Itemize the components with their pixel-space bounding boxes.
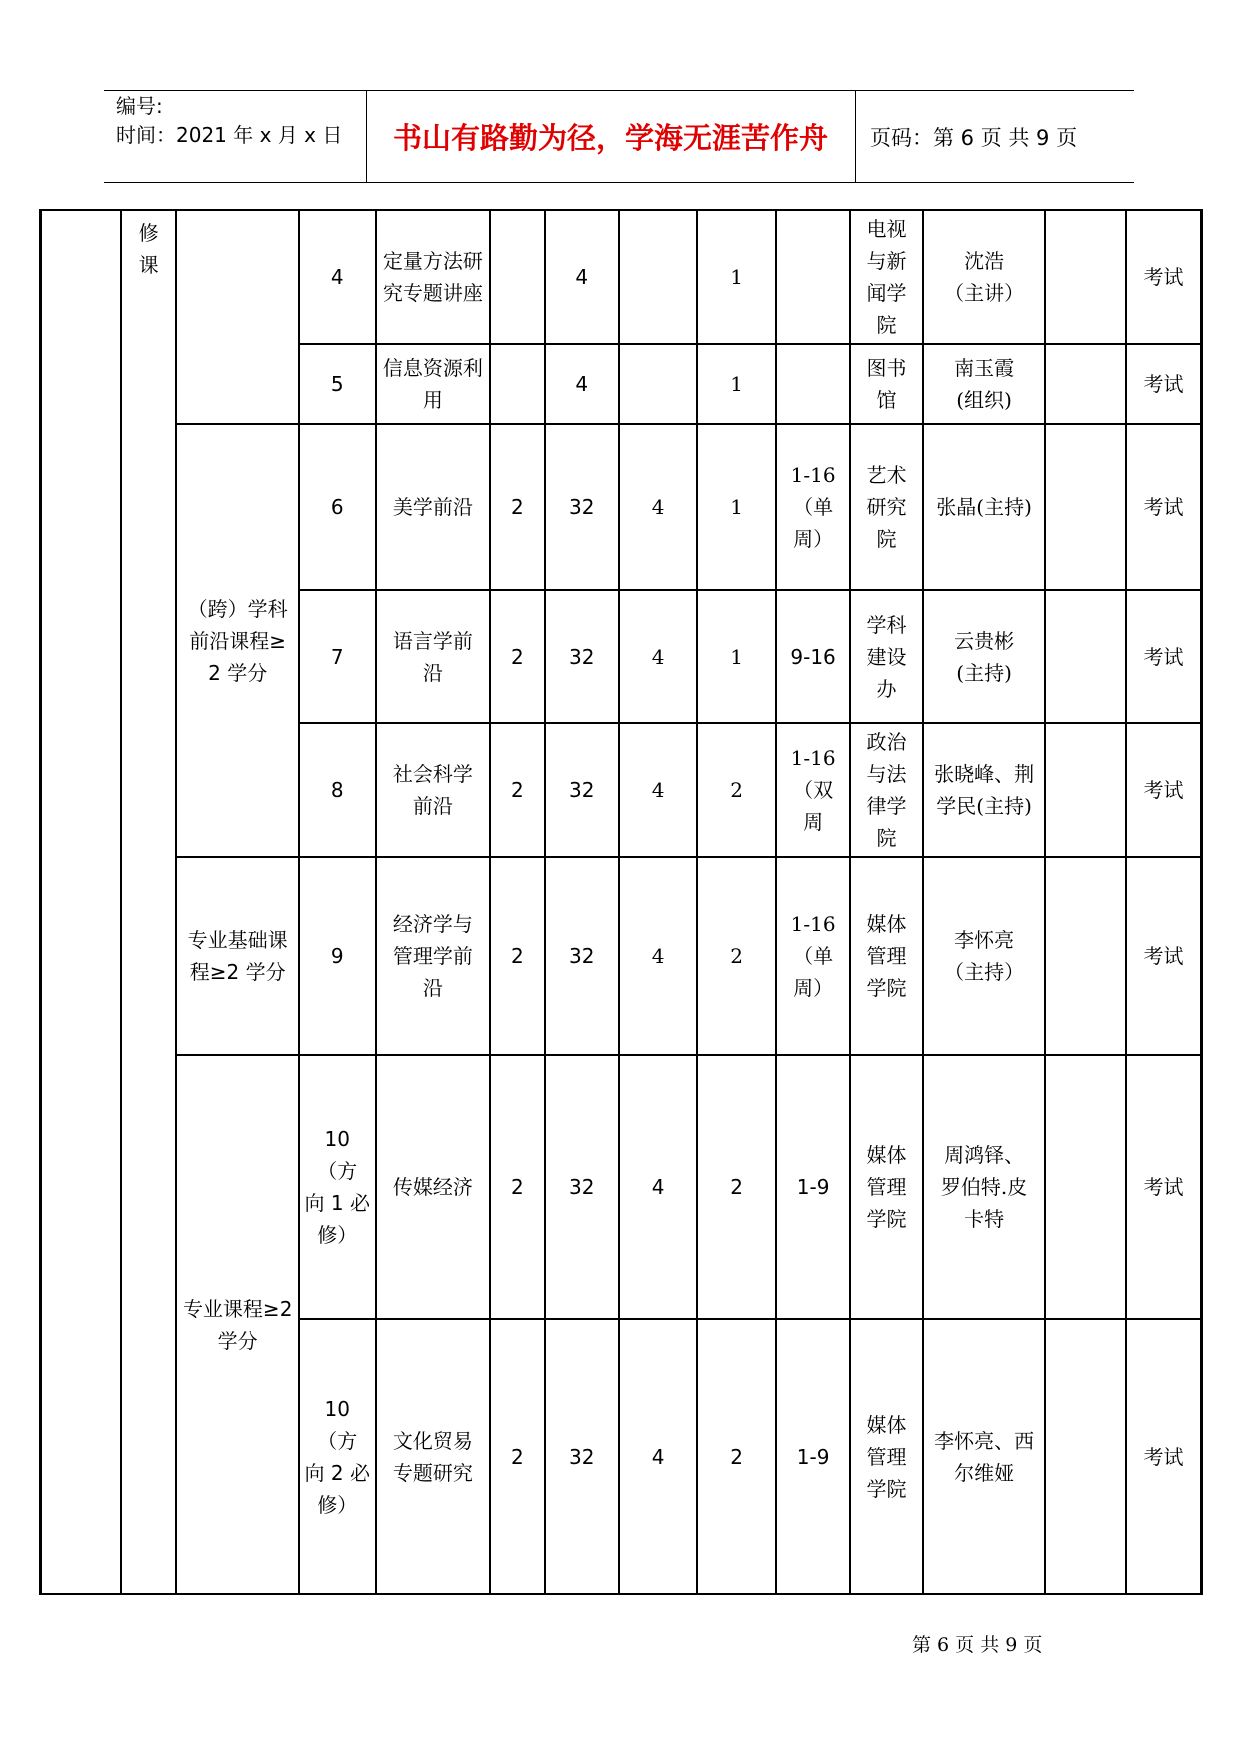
course-number: 9 [299, 857, 375, 1055]
course-weeks: 1-16 （单 周） [776, 857, 850, 1055]
course-weeks [776, 344, 850, 424]
course-dept: 政治 与法 律学 院 [850, 723, 922, 857]
course-number: 10 （方 向 2 必 修） [299, 1319, 375, 1594]
course-term: 2 [697, 1319, 775, 1594]
course-name: 经济学与 管理学前 沿 [376, 857, 491, 1055]
course-term: 1 [697, 424, 775, 590]
course-term: 1 [697, 344, 775, 424]
group-cell-prev [176, 210, 299, 424]
course-weeks: 1-16 （双 周 [776, 723, 850, 857]
group-major: 专业课程≥2 学分 [176, 1055, 299, 1594]
course-teacher: 张晓峰、荆 学民(主持) [923, 723, 1046, 857]
course-weeks: 1-16 （单 周） [776, 424, 850, 590]
course-table [39, 209, 1203, 1595]
course-teacher: 沈浩 （主讲） [923, 210, 1046, 344]
group-frontier: （跨）学科 前沿课程≥ 2 学分 [176, 424, 299, 857]
course-weekly: 4 [619, 590, 697, 723]
table-row [41, 857, 1202, 1055]
course-note [1045, 1319, 1125, 1594]
course-exam: 考试 [1126, 210, 1202, 344]
course-weekly: 4 [619, 857, 697, 1055]
course-hours: 4 [545, 210, 619, 344]
course-weekly [619, 344, 697, 424]
header-bottom-rule [104, 182, 1134, 183]
course-credit: 2 [490, 1319, 544, 1594]
course-hours: 32 [545, 1319, 619, 1594]
course-hours: 32 [545, 723, 619, 857]
course-term: 1 [697, 590, 775, 723]
course-number: 8 [299, 723, 375, 857]
course-dept: 图书 馆 [850, 344, 922, 424]
course-number: 5 [299, 344, 375, 424]
course-exam: 考试 [1126, 424, 1202, 590]
course-name: 传媒经济 [376, 1055, 491, 1319]
header-info [116, 92, 342, 150]
course-teacher: 云贵彬 (主持) [923, 590, 1046, 723]
course-name: 信息资源利用 [376, 344, 491, 424]
course-weeks: 1-9 [776, 1319, 850, 1594]
course-term: 2 [697, 857, 775, 1055]
course-weekly: 4 [619, 1055, 697, 1319]
code-label: 编号: [116, 94, 163, 118]
course-weeks: 9-16 [776, 590, 850, 723]
course-name: 美学前沿 [376, 424, 491, 590]
course-number: 4 [299, 210, 375, 344]
course-hours: 32 [545, 590, 619, 723]
course-weeks: 1-9 [776, 1055, 850, 1319]
course-credit: 2 [490, 424, 544, 590]
course-hours: 4 [545, 344, 619, 424]
course-weeks [776, 210, 850, 344]
category-cell [41, 210, 121, 1594]
course-dept: 媒体 管理 学院 [850, 1055, 922, 1319]
table-row [41, 210, 1202, 344]
header-divider-right [855, 90, 856, 182]
course-dept: 媒体 管理 学院 [850, 1319, 922, 1594]
course-weekly: 4 [619, 723, 697, 857]
course-weekly: 4 [619, 424, 697, 590]
time-label: 时间：2021 年 x 月 x 日 [116, 123, 343, 147]
course-teacher: 南玉霞 (组织) [923, 344, 1046, 424]
course-credit: 2 [490, 857, 544, 1055]
course-note [1045, 857, 1125, 1055]
course-term: 1 [697, 210, 775, 344]
course-number: 10 （方 向 1 必 修） [299, 1055, 375, 1319]
course-dept: 学科 建设 办 [850, 590, 922, 723]
course-note [1045, 210, 1125, 344]
course-exam: 考试 [1126, 723, 1202, 857]
course-exam: 考试 [1126, 1055, 1202, 1319]
course-credit: 2 [490, 1055, 544, 1319]
course-credit [490, 344, 544, 424]
course-teacher: 李怀亮 （主持） [923, 857, 1046, 1055]
course-dept: 媒体 管理 学院 [850, 857, 922, 1055]
course-note [1045, 590, 1125, 723]
course-name: 文化贸易 专题研究 [376, 1319, 491, 1594]
course-name: 语言学前 沿 [376, 590, 491, 723]
course-weekly: 4 [619, 1319, 697, 1594]
course-teacher: 张晶(主持) [923, 424, 1046, 590]
header-page-label: 页码：第 6 页 共 9 页 [870, 126, 1078, 150]
course-hours: 32 [545, 424, 619, 590]
course-dept: 电视 与新 闻学 院 [850, 210, 922, 344]
course-dept: 艺术 研究 院 [850, 424, 922, 590]
course-name: 社会科学 前沿 [376, 723, 491, 857]
course-name: 定量方法研 究专题讲座 [376, 210, 491, 344]
table-row [41, 1055, 1202, 1319]
table-row [41, 424, 1202, 590]
course-note [1045, 424, 1125, 590]
course-note [1045, 1055, 1125, 1319]
course-note [1045, 344, 1125, 424]
header-top-rule [104, 90, 1134, 91]
course-weekly [619, 210, 697, 344]
course-hours: 32 [545, 1055, 619, 1319]
course-credit [490, 210, 544, 344]
course-exam: 考试 [1126, 1319, 1202, 1594]
header-motto: 书山有路勤为径，学海无涯苦作舟 [392, 121, 828, 155]
course-credit: 2 [490, 723, 544, 857]
course-credit: 2 [490, 590, 544, 723]
footer-page-number: 第 6 页 共 9 页 [912, 1634, 1043, 1656]
course-hours: 32 [545, 857, 619, 1055]
group-basic: 专业基础课 程≥2 学分 [176, 857, 299, 1055]
course-exam: 考试 [1126, 590, 1202, 723]
course-term: 2 [697, 723, 775, 857]
subcategory-cell: 修 课 [121, 210, 176, 1594]
course-teacher: 周鸿铎、 罗伯特.皮 卡特 [923, 1055, 1046, 1319]
course-note [1045, 723, 1125, 857]
course-exam: 考试 [1126, 857, 1202, 1055]
course-exam: 考试 [1126, 344, 1202, 424]
course-term: 2 [697, 1055, 775, 1319]
course-number: 6 [299, 424, 375, 590]
course-teacher: 李怀亮、西 尔维娅 [923, 1319, 1046, 1594]
course-number: 7 [299, 590, 375, 723]
